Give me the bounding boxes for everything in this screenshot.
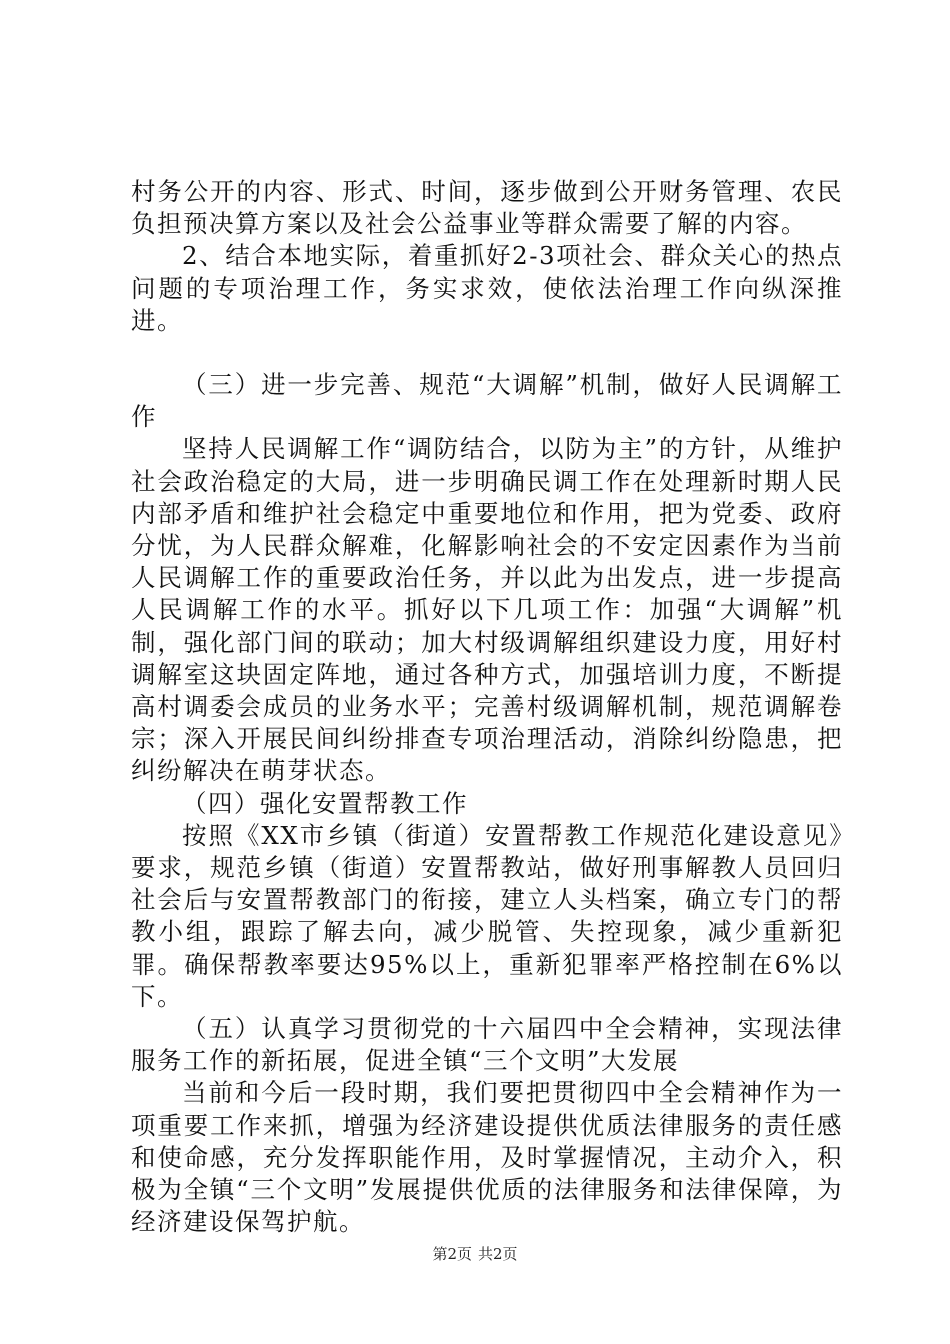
section-heading-3: （三）进一步完善、规范“大调解”机制，做好人民调解工作 <box>131 370 843 432</box>
page-total: 共2页 <box>478 1245 518 1263</box>
document-body <box>131 176 843 1239</box>
paragraph-mediation: 坚持人民调解工作“调防结合，以防为主”的方针，从维护社会政治稳定的大局，进一步明确民调工作在处理新时期人民内部矛盾和维护社会稳定中重要地位和作用，把为党委、政府分忧，为人民群众解难，化解影响社会的不安定因素作为当前人民调解工作的重要政治任务，并以此为出发点，进一步提高人民调解工作的水平。抓好以下几项工作：加强“大调解”机制，强化部门间的联动；加大村级调解组织建设力度，用好村调解室这块固定阵地，通过各种方式，加强培训力度，不断提高村调委会成员的业务水平；完善村级调解机制，规范调解卷宗；深入开展民间纠纷排查专项治理活动，消除纠纷隐患，把纠纷解决在萌芽状态。 <box>131 434 843 786</box>
paragraph-village-affairs: 村务公开的内容、形式、时间，逐步做到公开财务管理、农民负担预决算方案以及社会公益事业等群众需要了解的内容。 <box>131 177 843 239</box>
paragraph-resettlement: 按照《XX市乡镇（街道）安置帮教工作规范化建设意见》要求，规范乡镇（街道）安置帮教站，做好刑事解教人员回归社会后与安置帮教部门的衔接，建立人头档案，确立专门的帮教小组，跟踪了解去向，减少脱管、失控现象，减少重新犯罪。确保帮教率要达95%以上，重新犯罪率严格控制在6%以下。 <box>131 820 843 1011</box>
section-heading-5: （五）认真学习贯彻党的十六届四中全会精神，实现法律服务工作的新拓展，促进全镇“三个文明”大发展 <box>131 1014 843 1076</box>
page-footer <box>0 1244 950 1264</box>
paragraph-item-2: 2、结合本地实际，着重抓好2-3项社会、群众关心的热点问题的专项治理工作，务实求效，使依法治理工作向纵深推进。 <box>131 241 843 335</box>
section-heading-4: （四）强化安置帮教工作 <box>182 788 468 818</box>
page-number: 第2页 <box>432 1245 472 1263</box>
paragraph-legal-services: 当前和今后一段时期，我们要把贯彻四中全会精神作为一项重要工作来抓，增强为经济建设提供优质法律服务的责任感和使命感，充分发挥职能作用，及时掌握情况，主动介入，积极为全镇“三个文明”发展提供优质的法律服务和法律保障，为经济建设保驾护航。 <box>131 1078 843 1237</box>
